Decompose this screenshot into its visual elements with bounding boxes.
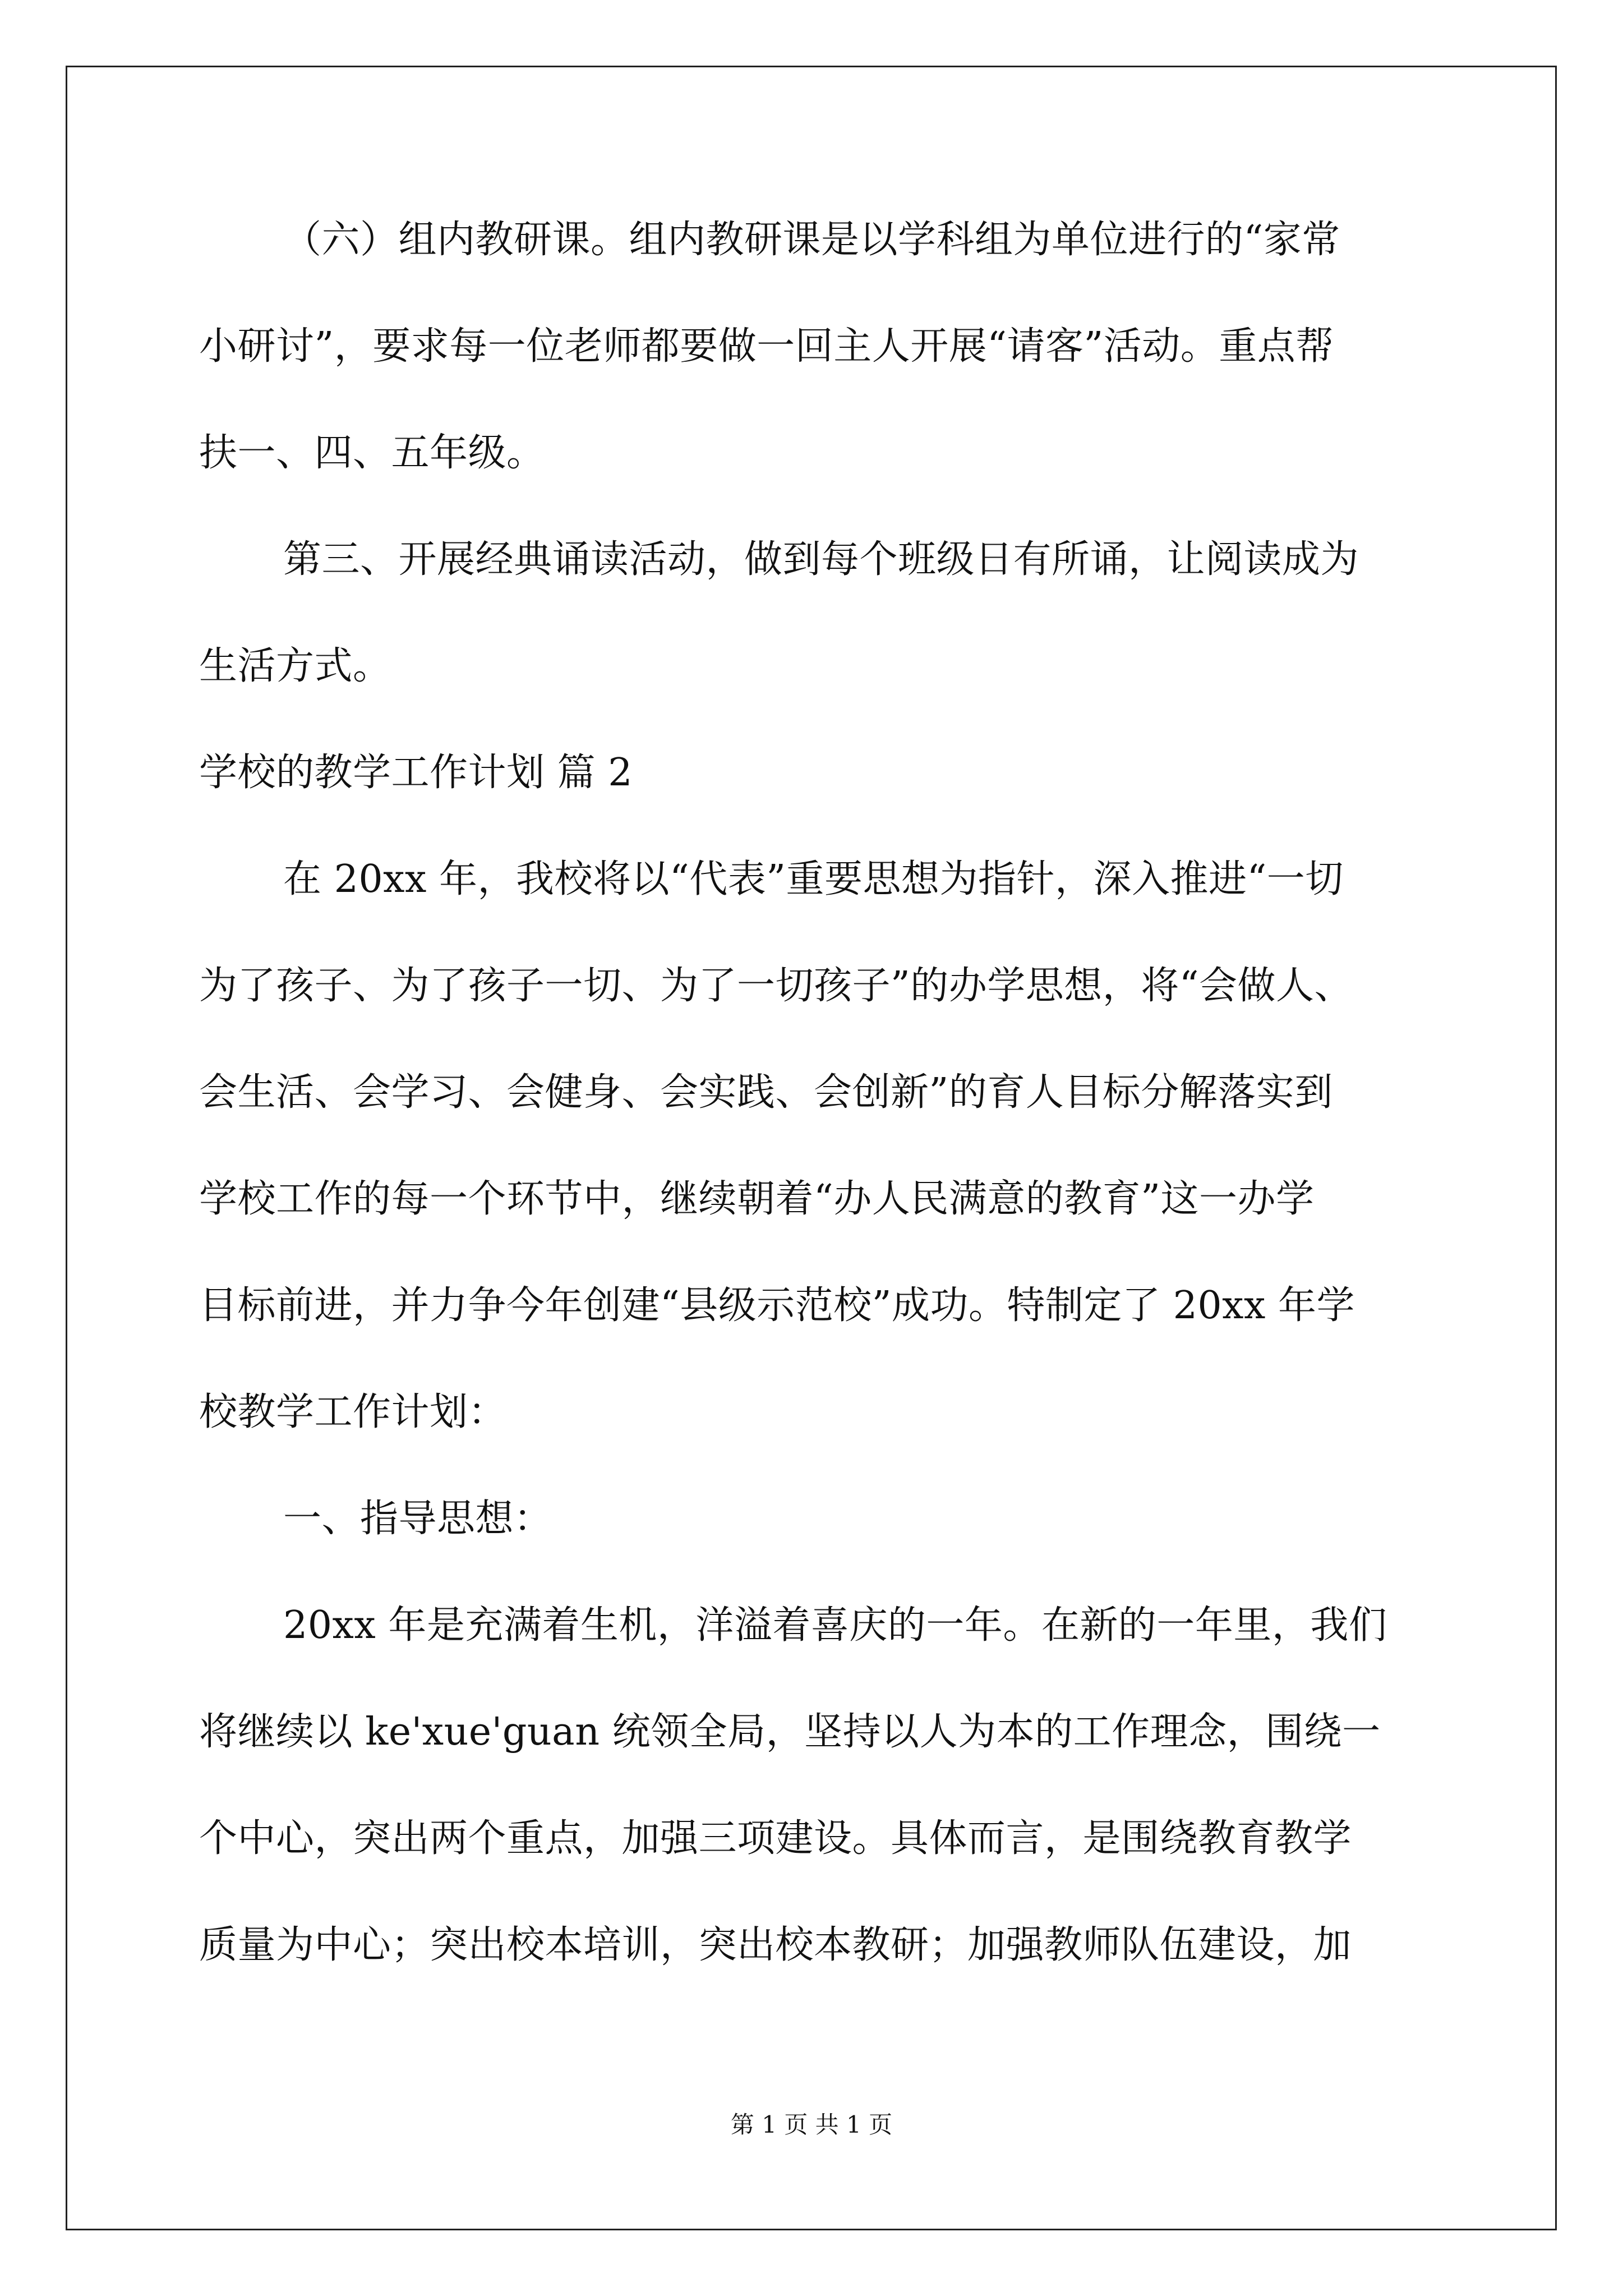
- paragraph-line: 学校工作的每一个环节中，继续朝着“办人民满意的教育”这一办学: [199, 1177, 1315, 1221]
- paragraph-line: 为了孩子、为了孩子一切、为了一切孩子”的办学思想，将“会做人、: [199, 964, 1353, 1008]
- paragraph-line: 生活方式。: [199, 644, 391, 688]
- paragraph-line: （六）组内教研课。组内教研课是以学科组为单位进行的“家常: [283, 218, 1340, 262]
- paragraph-line: 目标前进，并力争今年创建“县级示范校”成功。特制定了 20xx 年学: [199, 1283, 1355, 1328]
- paragraph-line: 小研讨”，要求每一位老师都要做一回主人开展“请客”活动。重点帮: [199, 324, 1334, 369]
- section-heading: 学校的教学工作计划 篇 2: [199, 751, 633, 795]
- paragraph-line: 20xx 年是充满着生机，洋溢着喜庆的一年。在新的一年里，我们: [283, 1603, 1387, 1648]
- paragraph-line: 第三、开展经典诵读活动，做到每个班级日有所诵，让阅读成为: [283, 537, 1359, 582]
- paragraph-line: 个中心，突出两个重点，加强三项建设。具体而言，是围绕教育教学: [199, 1816, 1352, 1861]
- subheading-line: 一、指导思想：: [283, 1497, 552, 1541]
- page-border: [66, 66, 1557, 2230]
- paragraph-line: 质量为中心；突出校本培训，突出校本教研；加强教师队伍建设，加: [199, 1923, 1352, 1967]
- paragraph-line: 校教学工作计划：: [199, 1390, 507, 1434]
- paragraph-line: 扶一、四、五年级。: [199, 431, 545, 475]
- paragraph-line: 将继续以 ke'xue'guan 统领全局，坚持以人为本的工作理念，围绕一: [199, 1710, 1381, 1754]
- paragraph-line: 会生活、会学习、会健身、会实践、会创新”的育人目标分解落实到: [199, 1070, 1333, 1115]
- page-footer: 第 1 页 共 1 页: [730, 2111, 893, 2138]
- paragraph-line: 在 20xx 年，我校将以“代表”重要思想为指针，深入推进“一切: [283, 857, 1344, 901]
